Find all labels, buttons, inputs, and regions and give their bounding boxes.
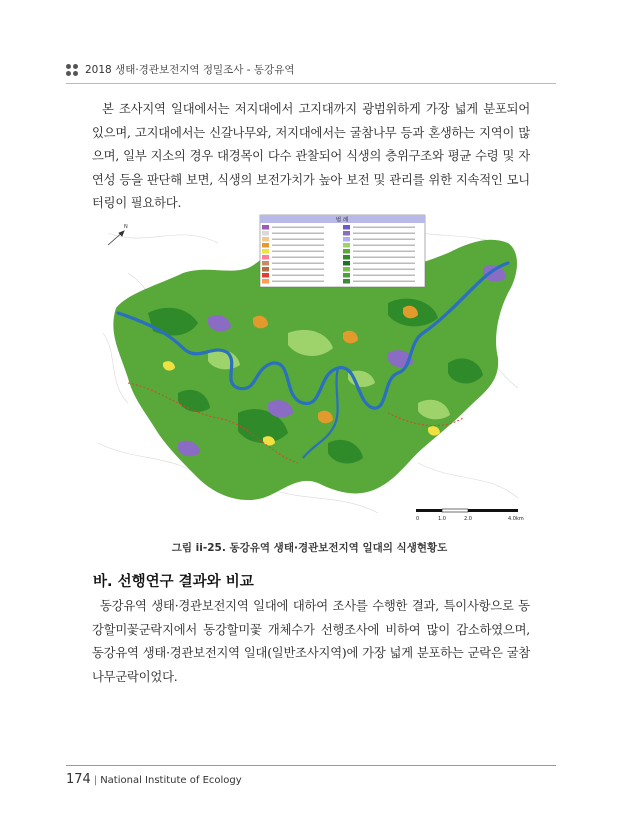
- legend-entry-line: [272, 233, 324, 235]
- legend-swatch: [343, 243, 350, 248]
- legend-entry-line: [272, 263, 324, 265]
- legend-entry-line: [272, 257, 324, 259]
- page-number: 174: [66, 772, 91, 787]
- legend-swatch: [262, 255, 269, 260]
- legend-entry-line: [353, 233, 415, 235]
- legend-swatch: [343, 255, 350, 260]
- legend-entry-line: [353, 269, 415, 271]
- legend-entry-line: [353, 257, 415, 259]
- legend-swatch: [262, 249, 269, 254]
- scale-label: 2.0: [464, 516, 472, 522]
- legend-swatch: [343, 267, 350, 272]
- legend-swatch: [262, 279, 269, 284]
- header-dots-icon: [66, 64, 80, 78]
- legend-entry-line: [272, 275, 324, 277]
- legend-swatch: [262, 225, 269, 230]
- legend-swatch: [262, 261, 269, 266]
- legend-entry-line: [353, 281, 415, 283]
- scale-label: 4.0km: [508, 516, 524, 522]
- legend-swatch: [343, 273, 350, 278]
- legend-title: 범 례: [335, 217, 349, 224]
- vegetation-map-figure: [88, 213, 529, 525]
- legend-swatch: [343, 261, 350, 266]
- legend-entry-line: [353, 239, 415, 241]
- legend-entry-line: [272, 251, 324, 253]
- header-title: 2018 생태·경관보전지역 정밀조사 - 동강유역: [85, 64, 295, 76]
- legend-entry-line: [353, 227, 415, 229]
- figure-caption: 그림 ii-25. 동강유역 생태·경관보전지역 일대의 식생현황도: [171, 542, 448, 554]
- legend-swatch: [262, 267, 269, 272]
- legend-swatch: [343, 249, 350, 254]
- legend-entry-line: [272, 269, 324, 271]
- legend-entry-line: [353, 245, 415, 247]
- running-header: [66, 62, 556, 80]
- page-footer: [66, 772, 242, 787]
- legend-swatch: [343, 237, 350, 242]
- legend-swatch: [262, 273, 269, 278]
- legend-entry-line: [353, 275, 415, 277]
- legend-entry-line: [353, 263, 415, 265]
- svg-text:N: N: [124, 224, 128, 230]
- legend-swatch: [262, 243, 269, 248]
- body-paragraph-2: 동강유역 생태·경관보전지역 일대에 대하여 조사를 수행한 결과, 특이사항으로 동강할미꽃군락지에서 동강할미꽃 개체수가 선행조사에 비하여 많이 감소하였으며, 동강유역 생태·경관보전지역 일대(일반조사지역)에 가장 넓게 분포하는 군락은 굴참나무군락이었다.: [92, 599, 530, 684]
- body-paragraph-1: 본 조사지역 일대에서는 저지대에서 고지대까지 광범위하게 가장 넓게 분포되어 있으며, 고지대에서는 신갈나무와, 저지대에서는 굴참나무 등과 혼생하는 지역이 많으며, 일부 지소의 경우 대경목이 다수 관찰되어 식생의 층위구조와 평균 수령 및 자연성 등을 판단해 보면, 식생의 보전가치가 높아 보전 및 관리를 위한 지속적인 모니터링이 필요하다.: [92, 102, 530, 210]
- legend-entry-line: [353, 251, 415, 253]
- legend-swatch: [262, 237, 269, 242]
- legend-entry-line: [272, 281, 324, 283]
- footer-divider: [66, 765, 556, 766]
- legend-swatch: [262, 231, 269, 236]
- footer-separator: |: [93, 775, 98, 786]
- legend-entry-line: [272, 227, 324, 229]
- header-divider: [66, 83, 556, 84]
- legend-swatch: [343, 279, 350, 284]
- section-heading: 바. 선행연구 결과와 비교: [93, 574, 254, 590]
- scale-label: 0: [416, 516, 420, 522]
- footer-org: National Institute of Ecology: [100, 775, 242, 786]
- legend-swatch: [343, 225, 350, 230]
- legend-entry-line: [272, 239, 324, 241]
- legend-swatch: [343, 231, 350, 236]
- scale-label: 1.0: [438, 516, 446, 522]
- map-legend: [260, 215, 425, 287]
- legend-entry-line: [272, 245, 324, 247]
